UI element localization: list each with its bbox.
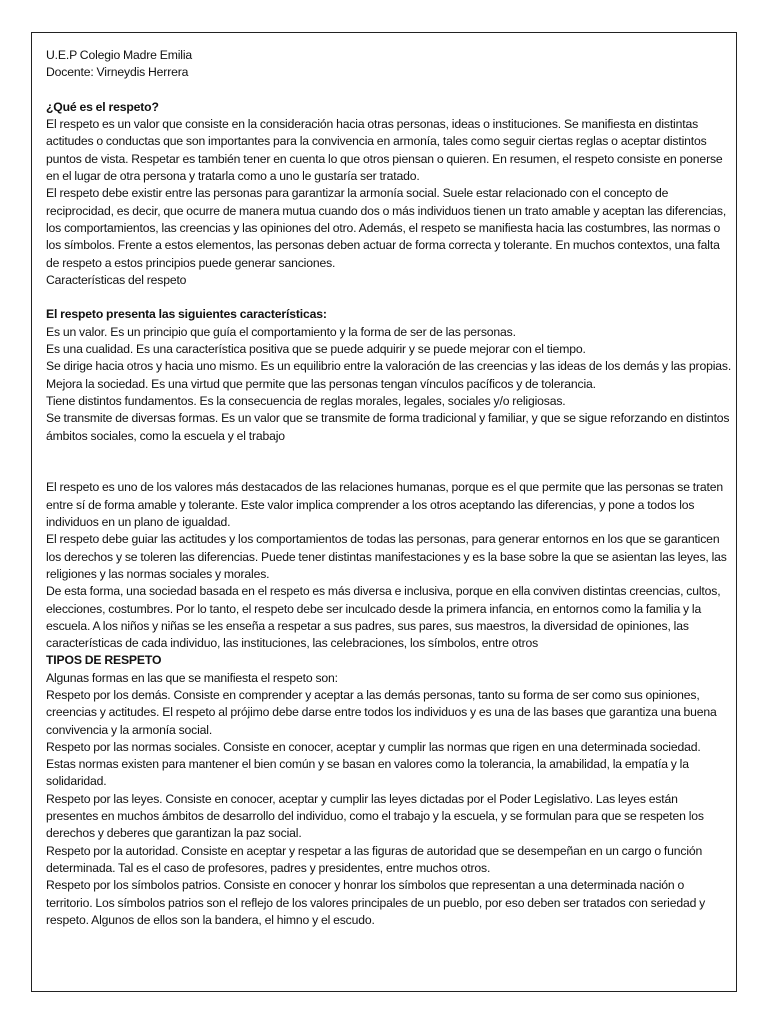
subheading-characteristics: Características del respeto — [46, 272, 187, 287]
list-item: Respeto por las leyes. Consiste en conocer, aceptar y cumplir las leyes dictadas por el Poder Legislativo. Las leyes están presentes en muchos ámbitos de desarrollo del individuo, como el trabajo y la escuela, y se formulan para que se respeten los derechos y deberes que garantizan la paz social. — [46, 791, 704, 841]
school-name: U.E.P Colegio Madre Emilia — [46, 48, 193, 62]
list-item: Respeto por las normas sociales. Consiste en conocer, aceptar y cumplir las normas que rigen en una determinada sociedad. Estas normas existen para mantener el bien común y se basan en valores como la tolerancia, la amabilidad, la empatía y la solidaridad. — [46, 739, 701, 789]
list-item: Se transmite de diversas formas. Es un valor que se transmite de forma tradicional y familiar, y que se sigue reforzando en distintos ámbitos sociales, como la escuela y el trabajo — [46, 411, 730, 443]
list-item: Se dirige hacia otros y hacia uno mismo. Es un equilibrio entre la valoración de las creencias y las ideas de los demás y las propias. — [46, 359, 732, 374]
list-item: Respeto por la autoridad. Consiste en aceptar y respetar a las figuras de autoridad que se desempeñan en un cargo o función determinada. Tal es el caso de profesores, padres y presidentes, entre muchos otros. — [46, 843, 703, 875]
paragraph: De esta forma, una sociedad basada en el respeto es más diversa e inclusiva, porque en ella conviven distintas creencias, cultos, elecciones, costumbres. Por lo tanto, el respeto debe ser inculcado desde la primera infancia, en entornos como la familia y la escuela. A los niños y niñas se les enseña a respetar a sus padres, sus pares, sus maestros, la diversidad de opiniones, las características de cada individuo, las instituciones, las celebraciones, los símbolos, entre otros — [46, 584, 721, 651]
paragraph: El respeto es un valor que consiste en la consideración hacia otras personas, ideas o instituciones. Se manifiesta en distintas actitudes o conductas que son importantes para la convivencia en armonía, tales como seguir ciertas reglas o aceptar distintos puntos de vista. Respetar es también tener en cuenta lo que otros piensan o quieren. En resumen, el respeto consiste en ponerse en el lugar de otra persona y tratarla como a uno le gustaría ser tratado. — [46, 117, 723, 184]
list-item: Es un valor. Es un principio que guía el comportamiento y la forma de ser de las personas. — [46, 324, 516, 339]
types-intro: Algunas formas en las que se manifiesta el respeto son: — [46, 670, 338, 685]
paragraph: El respeto debe existir entre las personas para garantizar la armonía social. Suele estar relacionado con el concepto de reciprocidad, es decir, que ocurre de manera mutua cuando dos o más individuos tienen un trato amable y aceptan las diferencias, los comportamientos, las creencias y las opiniones del otro. Además, el respeto se manifiesta hacia las costumbres, las normas o los símbolos. Frente a estos elementos, las personas deben actuar de forma correcta y tolerante. En muchos contextos, una falta de respeto a estos principios puede generar sanciones. — [46, 186, 727, 270]
list-item: Respeto por los demás. Consiste en comprender y aceptar a las demás personas, tanto su forma de ser como sus opiniones, creencias y actitudes. El respeto al prójimo debe darse entre todos los individuos y es una de las bases que garantiza una buena convivencia y la armonía social. — [46, 687, 717, 737]
spacer — [46, 82, 732, 99]
spacer — [46, 462, 732, 479]
document-page — [31, 32, 737, 992]
teacher-name: Docente: Virneydis Herrera — [46, 65, 189, 80]
section-heading-what-is-respect: ¿Qué es el respeto? — [46, 99, 159, 114]
spacer — [46, 289, 732, 306]
paragraph: El respeto debe guiar las actitudes y los comportamientos de todas las personas, para generar entornos en los que se garanticen los derechos y se toleren las diferencias. Puede tener distintas manifestaciones y es la base sobre la que se asientan las leyes, las religiones y las normas sociales y morales. — [46, 532, 727, 581]
section-heading-characteristics: El respeto presenta las siguientes características: — [46, 307, 327, 322]
list-item: Tiene distintos fundamentos. Es la consecuencia de reglas morales, legales, sociales y/o religiosas. — [46, 393, 566, 408]
section-heading-types: TIPOS DE RESPETO — [46, 653, 162, 668]
paragraph: El respeto es uno de los valores más destacados de las relaciones humanas, porque es el que permite que las personas se traten entre sí de forma amable y tolerante. Este valor implica comprender a los otros aceptando las diferencias, y pone a todos los individuos en un plano de igualdad. — [46, 480, 724, 530]
list-item: Respeto por los símbolos patrios. Consiste en conocer y honrar los símbolos que representan a una determinada nación o territorio. Los símbolos patrios son el reflejo de los valores principales de un pueblo, por eso deben ser tratados con seriedad y respeto. Algunos de ellos son la bandera, el himno y el escudo. — [46, 878, 706, 927]
list-item: Es una cualidad. Es una característica positiva que se puede adquirir y se puede mejorar con el tiempo. — [46, 342, 586, 357]
spacer — [46, 445, 732, 462]
document-body — [46, 47, 732, 929]
list-item: Mejora la sociedad. Es una virtud que permite que las personas tengan vínculos pacíficos y de tolerancia. — [46, 376, 596, 391]
